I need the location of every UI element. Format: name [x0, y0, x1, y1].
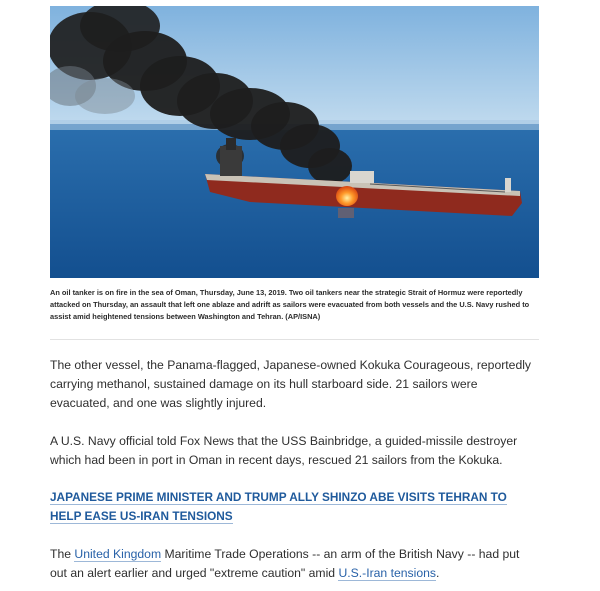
fire-flames	[336, 186, 358, 206]
united-kingdom-link[interactable]: United Kingdom	[74, 547, 162, 561]
paragraph-text: Maritime Trade Operations -- an arm of the British Navy -- had put out an alert earlier and urged "extreme caution" amid	[50, 547, 520, 580]
article-photo	[50, 6, 539, 278]
paragraph-text: The	[50, 547, 75, 561]
article-paragraph	[50, 545, 532, 583]
related-article-link-text[interactable]: JAPANESE PRIME MINISTER AND TRUMP ALLY SHINZO ABE VISITS TEHRAN TO HELP EASE US-IRAN TENSIONS	[50, 490, 507, 523]
caption-divider	[50, 339, 539, 340]
us-iran-tensions-link[interactable]: U.S.-Iran tensions	[338, 566, 436, 580]
related-article-link[interactable]	[50, 488, 539, 526]
photo-caption: An oil tanker is on fire in the sea of Oman, Thursday, June 13, 2019. Two oil tankers near the strategic Strait of Hormuz were reportedly attacked on Thursday, an assault that left one ablaze and adrift as sailors were evacuated from both vessels and the U.S. Navy rushed to assist amid heightened tensions between Washington and Tehran. (AP/ISNA)	[50, 288, 530, 321]
article-paragraph: A U.S. Navy official told Fox News that the USS Bainbridge, a guided-missile destroyer which had been in port in Oman in recent days, rescued 21 sailors from the Kokuka.	[50, 434, 518, 467]
paragraph-text: .	[436, 566, 440, 580]
burning-tanker-image	[50, 6, 539, 278]
article-paragraph: The other vessel, the Panama-flagged, Japanese-owned Kokuka Courageous, reportedly carrying methanol, sustained damage on its hull starboard side. 21 sailors were evacuated, and one was slightly injured.	[50, 358, 532, 410]
